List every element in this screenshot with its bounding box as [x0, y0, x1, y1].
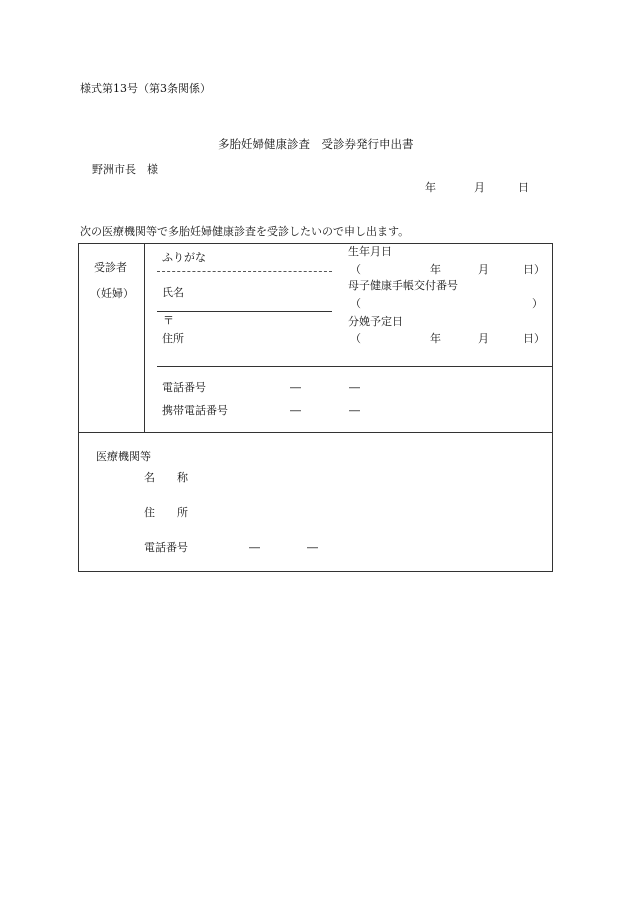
institution-name-label: 名 称 — [144, 471, 188, 484]
institution-phone-label: 電話番号 — [144, 541, 188, 554]
institution-label: 医療機関等 — [96, 450, 151, 463]
due-date-label: 分娩予定日 — [348, 315, 403, 328]
birthdate-year: 年 — [430, 263, 441, 276]
due-date-month: 月 — [478, 332, 489, 345]
furigana-underline — [157, 271, 332, 272]
due-date-open-paren: （ — [350, 332, 361, 345]
birthdate-label: 生年月日 — [348, 245, 392, 258]
postal-mark: 〒 — [163, 314, 174, 327]
intro-text: 次の医療機関等で多胎妊婦健康診査を受診したいので申し出ます。 — [80, 225, 410, 238]
applicant-label: 受診者 — [94, 261, 127, 274]
form-number: 様式第13号（第3条関係） — [80, 82, 211, 95]
section-divider — [78, 432, 553, 433]
application-table — [78, 243, 553, 572]
addressee: 野洲市長 様 — [92, 163, 158, 176]
form-title: 多胎妊婦健康診査 受診券発行申出書 — [218, 137, 414, 151]
due-date-day: 日） — [523, 332, 545, 345]
applicant-sub-label: （妊婦） — [90, 287, 134, 300]
handbook-label: 母子健康手帳交付番号 — [348, 279, 458, 292]
birthdate-month: 月 — [478, 263, 489, 276]
date-month-label: 月 — [474, 181, 485, 194]
phone-dash-1: ― — [290, 381, 301, 394]
due-date-year: 年 — [430, 332, 441, 345]
date-year-label: 年 — [425, 181, 436, 194]
institution-address-label: 住 所 — [144, 506, 188, 519]
mobile-label: 携帯電話番号 — [162, 404, 228, 417]
name-label: 氏名 — [162, 286, 184, 299]
birthdate-open-paren: （ — [350, 263, 361, 276]
institution-phone-dash-1: ― — [249, 541, 260, 554]
furigana-label: ふりがな — [162, 251, 206, 264]
applicant-label-divider — [144, 243, 145, 432]
name-underline — [157, 311, 332, 312]
institution-phone-dash-2: ― — [307, 541, 318, 554]
handbook-open-paren: （ — [350, 297, 361, 310]
mobile-dash-2: ― — [349, 404, 360, 417]
handbook-close-paren: ） — [532, 297, 543, 310]
date-day-label: 日 — [518, 181, 529, 194]
contact-divider — [157, 366, 553, 367]
phone-dash-2: ― — [349, 381, 360, 394]
phone-label: 電話番号 — [162, 381, 206, 394]
address-label: 住所 — [162, 332, 184, 345]
mobile-dash-1: ― — [290, 404, 301, 417]
birthdate-day: 日） — [523, 263, 545, 276]
